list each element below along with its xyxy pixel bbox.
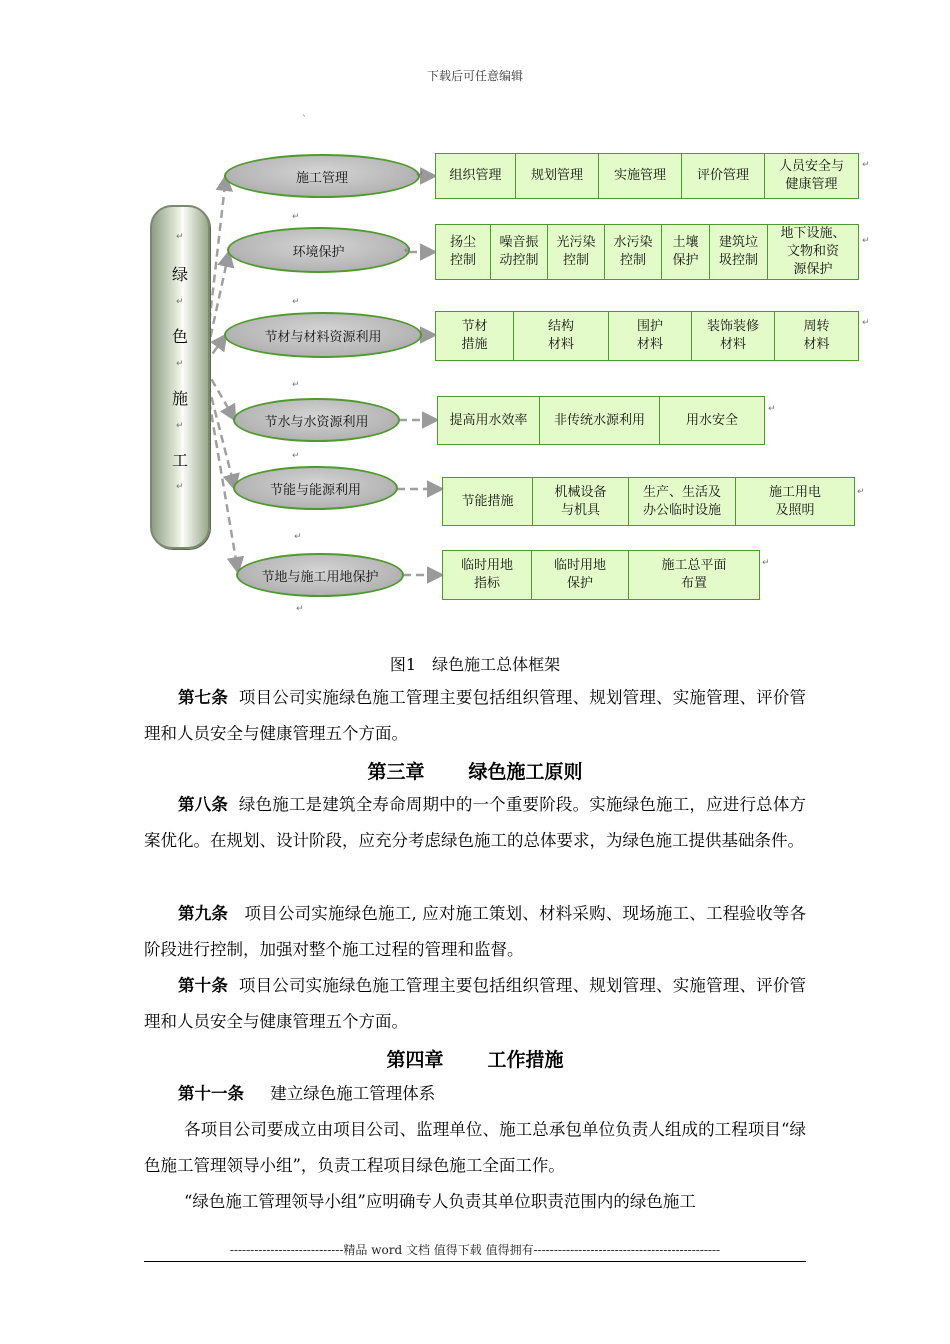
paragraph-leadership-group: 各项目公司要成立由项目公司、监理单位、施工总承包单位负责人组成的工程项目“绿色施工管理领导小组”，负责工程项目绿色施工全面工作。 bbox=[144, 1120, 806, 1175]
article-9 bbox=[144, 896, 806, 968]
item-cell: 临时用地 保护 bbox=[532, 551, 629, 599]
article-text: 项目公司实施绿色施工管理主要包括组织管理、规划管理、实施管理、评价管理和人员安全与健康管理五个方面。 bbox=[144, 688, 807, 743]
item-cell: 噪音振 动控制 bbox=[491, 225, 548, 279]
paragraph-responsibility: “绿色施工管理领导小组”应明确专人负责其单位职责范围内的绿色施工 bbox=[184, 1192, 696, 1211]
item-cell: 装饰装修 材料 bbox=[692, 312, 775, 360]
item-cell: 水污染 控制 bbox=[605, 225, 662, 279]
article-text: 项目公司实施绿色施工管理主要包括组织管理、规划管理、实施管理、评价管理和人员安全与健康管理五个方面。 bbox=[144, 976, 807, 1031]
branch-construction-management: 施工管理 bbox=[224, 154, 420, 198]
chapter-title: 绿色施工原则 bbox=[468, 761, 583, 783]
chapter-number: 第三章 bbox=[367, 761, 425, 783]
branch-2-items bbox=[435, 224, 859, 280]
item-cell: 结构 材料 bbox=[514, 312, 609, 360]
page-header: 下载后可任意编辑 bbox=[426, 69, 523, 83]
item-cell: 施工用电 及照明 bbox=[768, 484, 821, 518]
article-10 bbox=[144, 968, 806, 1040]
article-label: 第十条 bbox=[178, 976, 229, 995]
article-label: 第八条 bbox=[178, 795, 229, 814]
branch-5-items bbox=[442, 477, 855, 526]
item-cell: 施工总平面 布置 bbox=[661, 558, 727, 591]
branch-1-items bbox=[435, 153, 859, 199]
item-cell: 土壤 保护 bbox=[662, 225, 710, 279]
root-node-green-construction: 绿 色 施 工 ↵ ↵ ↵ ↵ ↵ bbox=[150, 205, 210, 549]
branch-3-items bbox=[435, 311, 859, 361]
item-cell: 组织管理 bbox=[436, 154, 516, 198]
item-cell: 节材 措施 bbox=[436, 312, 514, 360]
branch-material-saving: 节材与材料资源利用 bbox=[224, 312, 422, 358]
stray-mark: ` bbox=[302, 115, 307, 126]
article-text: 项目公司实施绿色施工, 应对施工策划、材料采购、现场施工、工程验收等各阶段进行控制，加强对整个施工过程的管理和监督。 bbox=[144, 904, 807, 959]
item-cell: 生产、生活及 办公临时设施 bbox=[629, 478, 736, 525]
item-cell: 地下设施、 文物和资 源保护 bbox=[780, 226, 846, 277]
item-cell: 建筑垃 圾控制 bbox=[710, 225, 768, 279]
item-cell: 评价管理 bbox=[682, 154, 765, 198]
chapter-4-heading bbox=[0, 1045, 950, 1072]
branch-water-saving: 节水与水资源利用 bbox=[233, 398, 400, 442]
article-label: 第七条 bbox=[178, 688, 229, 707]
article-text: 绿色施工是建筑全寿命周期中的一个重要阶段。实施绿色施工，应进行总体方案优化。在规划、设计阶段，应充分考虑绿色施工的总体要求，为绿色施工提供基础条件。 bbox=[144, 795, 807, 850]
green-construction-framework-diagram: 绿 色 施 工 ↵ ↵ ↵ ↵ ↵ 施工管理 组织管理 规划管理 实施管理 评价管理 人员安全与 健康管理 环境保护 扬尘 控制 噪音振 动控制 光污染 控制 水污染 控制 土壤 保护 建筑垃 圾控制 地下设施、 文物和资 源保护 节材与材料资源利用 节材 措施 结构 材料 围护 材料 装饰装修 材料 周转 材料 节水与水资源利用 提高用水效率 非传统水源利用 用水安全 节能与能源利用 节能措施 机械设备 与机具 生产、生活及 办公临时设施 施工用电 及照明 节地与施工用地保护 临时用地 指标 临时用地 保护 施工总平面 布置 ↵ ↵ ↵ ↵ ↵ ↵ ↵ ↵ ↵ ↵ ↵ ↵ ↵ ↵ bbox=[0, 0, 950, 640]
branch-environment-protection: 环境保护 bbox=[227, 227, 410, 273]
item-cell: 提高用水效率 bbox=[438, 397, 540, 444]
branch-4-items bbox=[437, 396, 765, 445]
root-char-3: 施 bbox=[171, 389, 188, 408]
item-cell: 临时用地 指标 bbox=[443, 551, 532, 599]
footer-rule bbox=[144, 1261, 806, 1262]
chapter-title: 工作措施 bbox=[487, 1049, 564, 1071]
branch-energy-saving: 节能与能源利用 bbox=[233, 466, 398, 510]
item-cell: 人员安全与 健康管理 bbox=[778, 159, 844, 192]
item-cell: 周转 材料 bbox=[803, 319, 830, 352]
root-char-1: 绿 bbox=[171, 265, 188, 284]
item-cell: 用水安全 bbox=[685, 412, 738, 428]
item-cell: 扬尘 控制 bbox=[436, 225, 491, 279]
figure-caption: 图1 绿色施工总体框架 bbox=[389, 655, 561, 674]
chapter-3-heading bbox=[0, 757, 950, 784]
branch-land-saving: 节地与施工用地保护 bbox=[236, 553, 404, 597]
item-cell: 规划管理 bbox=[516, 154, 599, 198]
branch-6-items bbox=[442, 550, 760, 600]
root-char-2: 色 bbox=[171, 327, 188, 346]
item-cell: 光污染 控制 bbox=[548, 225, 605, 279]
article-7 bbox=[144, 680, 806, 752]
root-char-4: 工 bbox=[171, 451, 188, 470]
article-8 bbox=[144, 787, 806, 859]
page-footer: ----------------------------精品 word 文档 值得下载 值得拥有---------------------------------------------- bbox=[229, 1243, 721, 1257]
article-text: 建立绿色施工管理体系 bbox=[270, 1084, 436, 1103]
chapter-number: 第四章 bbox=[386, 1049, 444, 1071]
article-11 bbox=[144, 1076, 806, 1112]
article-label: 第十一条 bbox=[178, 1084, 244, 1103]
item-cell: 围护 材料 bbox=[609, 312, 692, 360]
item-cell: 机械设备 与机具 bbox=[533, 478, 629, 525]
item-cell: 实施管理 bbox=[599, 154, 682, 198]
item-cell: 节能措施 bbox=[443, 478, 533, 525]
article-label: 第九条 bbox=[178, 904, 229, 923]
item-cell: 非传统水源利用 bbox=[540, 397, 660, 444]
